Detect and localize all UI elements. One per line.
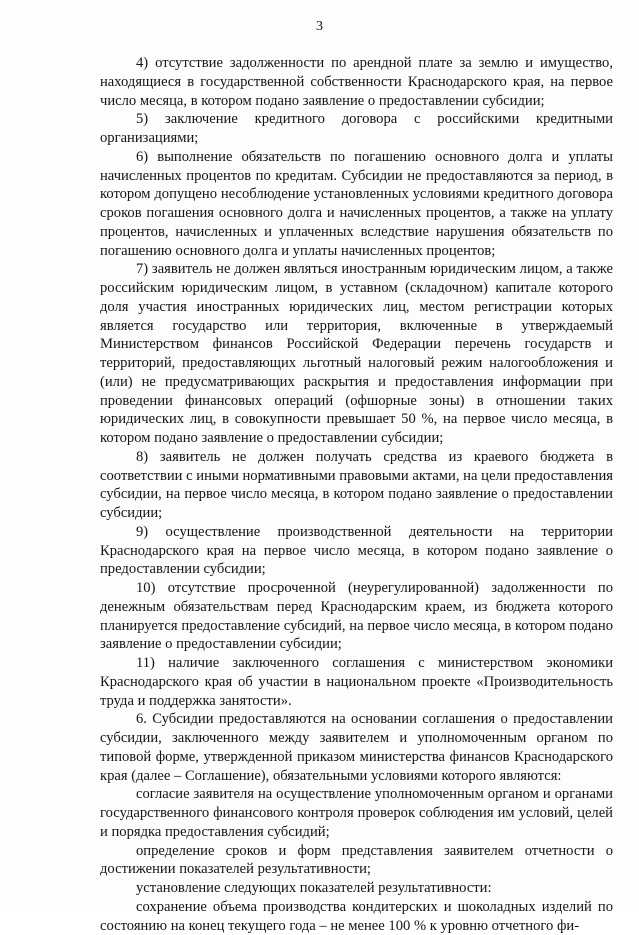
paragraph-clause-6: 6. Субсидии предоставляются на основании соглашения о предоставлении субсидии, заключенного между заявителем и уполномоченным органом по типовой форме, утвержденной приказом министерства финансов Краснодарского края (далее – Соглашение), обязательными условиями которого являются: [100,711,613,784]
paragraph-item-8: 8) заявитель не должен получать средства из краевого бюджета в соответствии с иными нормативными правовыми актами, на цели предоставления субсидии, на первое число месяца, в котором подано заявление о предоставлении субсидии; [100,448,613,521]
page-number: 3 [316,19,323,34]
paragraph-item-9: 9) осуществление производственной деятельности на территории Краснодарского края на первое число месяца, в котором подано заявление о предоставлении субсидии; [100,523,613,578]
paragraph-item-11: 11) наличие заключенного соглашения с министерством экономики Краснодарского края об участии в национальном проекте «Производительность труда и поддержка занятости». [100,655,613,709]
document-body [100,54,613,935]
paragraph-item-7: 7) заявитель не должен являться иностранным юридическим лицом, а также российским юридическим лицом, в уставном (складочном) капитале которого доля участия иностранных юридических лиц, местом регистрации которых является государство или территория, включенные в утверждаемый Министерством финансов Российской Федерации перечень государств и территорий, предоставляющих льготный налоговый режим налогообложения и (или) не предусматривающих раскрытия и предоставления информации при проведении финансовых операций (офшорные зоны) в отношении таких юридических лиц, в совокупности превышает 50 %, на первое число месяца, в котором подано заявление о предоставлении субсидии; [100,261,613,446]
paragraph-production-volume: сохранение объема производства кондитерских и шоколадных изделий по состоянию на конец текущего года – не менее 100 % к уровню отчетного фи- [100,898,613,934]
paragraph-consent: согласие заявителя на осуществление уполномоченным органом и органами государственного финансового контроля проверок соблюдения им условий, целей и порядка предоставления субсидий; [100,786,613,840]
paragraph-item-6: 6) выполнение обязательств по погашению основного долга и уплаты начисленных процентов по кредитам. Субсидии не предоставляются за период, в котором допущено несоблюдение установленных условиями кредитного договора сроков погашения основного долга и начисленных процентов, а также на уплату процентов, начисленных и уплаченных вследствие нарушения обязательств по погашению основного долга и уплаты начисленных процентов; [100,148,613,259]
paragraph-indicators-intro: установление следующих показателей результативности: [136,880,492,896]
paragraph-item-10: 10) отсутствие просроченной (неурегулированной) задолженности по денежным обязательствам перед Краснодарским краем, из бюджета которого планируется предоставление субсидий, на первое число месяца, в котором подано заявление о предоставлении субсидии; [100,580,613,653]
paragraph-item-5: 5) заключение кредитного договора с российскими кредитными организациями; [100,111,613,146]
paragraph-reporting: определение сроков и форм представления заявителем отчетности о достижении показателей результативности; [100,842,613,878]
paragraph-item-4: 4) отсутствие задолженности по арендной плате за землю и имущество, находящиеся в государственной собственности Краснодарского края, на первое число месяца, в котором подано заявление о предоставлении субсидии; [100,55,613,109]
